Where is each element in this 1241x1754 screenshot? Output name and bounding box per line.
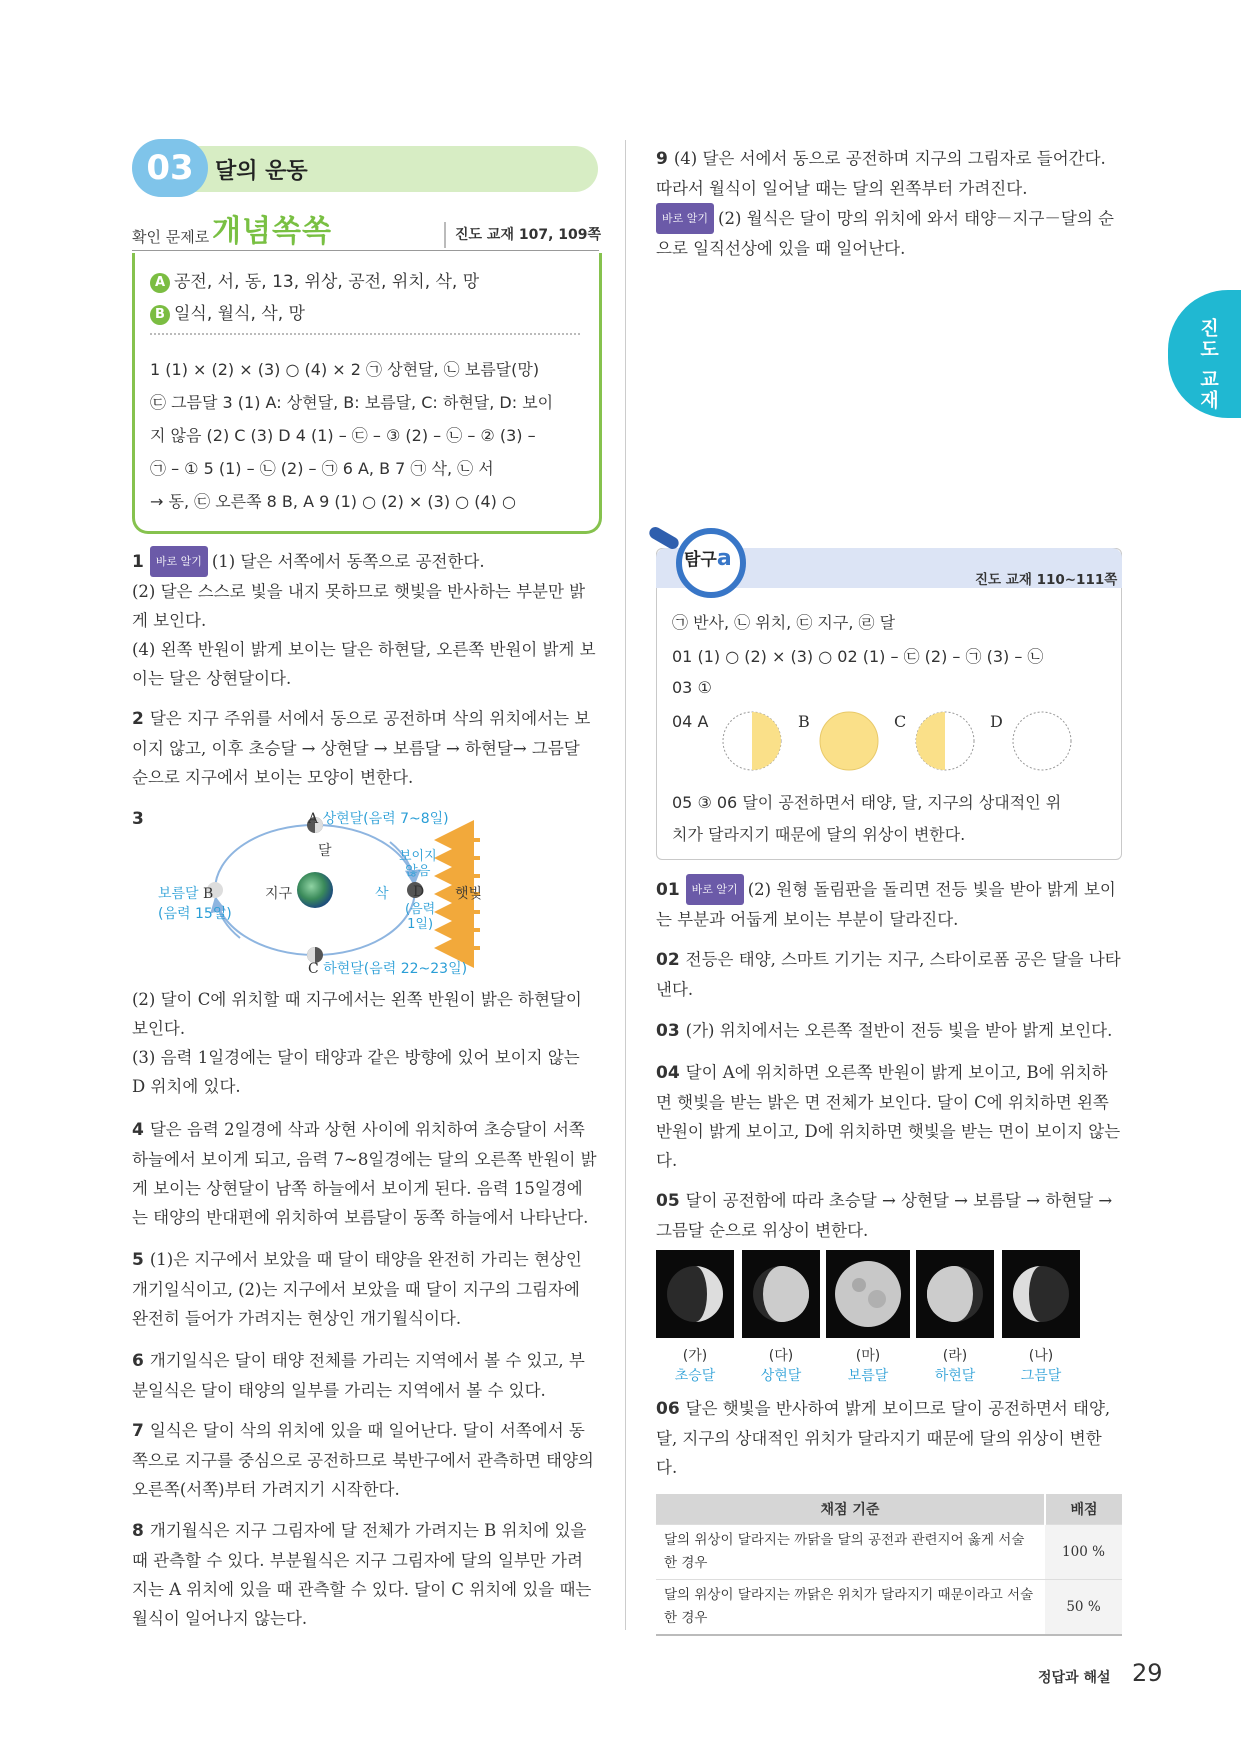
text: (1) 달은 서쪽에서 동쪽으로 공전한다. — [211, 552, 485, 571]
concept-title: 개념쏙쏙 — [212, 214, 332, 249]
item-number: 2 — [132, 709, 144, 729]
photo-caption — [912, 1345, 998, 1385]
table-header-score: 배점 — [1045, 1494, 1122, 1525]
note-line: (음력 — [405, 902, 436, 917]
item-number: 6 — [132, 1351, 144, 1371]
item-number: 5 — [132, 1250, 144, 1270]
moon-c-figure — [916, 712, 974, 770]
concept-prefix: 확인 문제로 — [132, 228, 210, 246]
explanation-8 — [132, 1516, 598, 1633]
label-letter: B — [203, 886, 214, 902]
table-header-criteria: 채점 기준 — [656, 1494, 1045, 1525]
text: (2) 달은 스스로 빛을 내지 못하므로 햇빛을 반사하는 부분만 밝게 보인다. — [132, 582, 586, 630]
explanation-9 — [656, 144, 1122, 263]
badge-b: B — [150, 305, 170, 325]
text: (4) 달은 서에서 동으로 공전하며 지구의 그림자로 들어간다. 따라서 월식이 일어날 때는 달의 왼쪽부터 가려진다. — [656, 149, 1106, 198]
moon-a-figure — [723, 712, 781, 770]
answer-line: ㉢ 그믐달 3 (1) A: 상현달, B: 보름달, C: 하현달, D: 보이 — [150, 393, 554, 412]
explanation-6 — [132, 1346, 598, 1405]
caption-tag: (다) — [768, 1348, 794, 1364]
text: (2) 원형 돌림판을 돌리면 전등 빛을 받아 밝게 보이는 부분과 어둡게 보이는 부분이 달라진다. — [656, 880, 1116, 929]
diagram-d-sub — [405, 902, 435, 932]
item-number: 01 — [656, 880, 680, 900]
diagram-b-label — [158, 883, 232, 923]
note-line: 않음 — [405, 864, 431, 879]
answer-line: 1 (1) × (2) × (3) ○ (4) × 2 ㉠ 상현달, ㉡ 보름달(망) — [150, 360, 540, 379]
inquiry-line-3: 03 ① — [672, 678, 712, 697]
text: 전등은 태양, 스마트 기기는 지구, 스타이로폼 공은 달을 나타낸다. — [656, 950, 1121, 999]
answer-line: → 동, ㉢ 오른쪽 8 B, A 9 (1) ○ (2) × (3) ○ (4) ○ — [150, 492, 516, 511]
text: 달은 음력 2일경에 삭과 상현 사이에 위치하여 초승달이 서쪽 하늘에서 보이게 되고, 음력 7~8일경에는 달의 오른쪽 반원이 밝게 보이는 상현달이 남쪽 하늘에서 보이게 된다. 음력 15일경에는 태양의 반대편에 위치하여 보름달이 동쪽 하늘에서 나타난다. — [132, 1120, 597, 1227]
moon-photo-full — [826, 1250, 910, 1338]
answer-b-row — [150, 299, 305, 325]
side-tab-label: 진도 교재 — [1197, 318, 1219, 411]
diagram-a-label — [308, 808, 449, 828]
diagram-moon-label: 달 — [318, 843, 332, 859]
text: 달이 공전함에 따라 초승달 → 상현달 → 보름달 → 하현달 → 그믐달 순으로 위상이 변한다. — [656, 1191, 1113, 1240]
item-number: 05 — [656, 1191, 680, 1211]
moon-c-letter: C — [894, 712, 907, 731]
label-text: 하현달(음력 22~23일) — [323, 961, 468, 977]
diagram-earth-label: 지구 — [265, 886, 293, 902]
moon-d-figure — [1013, 712, 1071, 770]
caption-tag: (라) — [942, 1348, 968, 1364]
item-number: 03 — [656, 1021, 680, 1041]
diagram-d-pre: 삭 — [375, 886, 389, 902]
text: (4) 왼쪽 반원이 밝게 보이는 달은 하현달, 오른쪽 반원이 밝게 보이는 달은 상현달이다. — [132, 640, 596, 688]
caption-name: 상현달 — [760, 1368, 802, 1384]
inquiry-line-1: ㉠ 반사, ㉡ 위치, ㉢ 지구, ㉣ 달 — [672, 613, 896, 632]
label-text: 상현달(음력 7~8일) — [322, 811, 449, 827]
moon-photo-waning-crescent — [1002, 1250, 1080, 1338]
text: (3) 음력 1일경에는 달이 태양과 같은 방향에 있어 보이지 않는 D 위치에 있다. — [132, 1048, 580, 1096]
text: (2) 달이 C에 위치할 때 지구에서는 왼쪽 반원이 밝은 하현달이 보인다. — [132, 990, 582, 1038]
header-rule — [132, 250, 599, 251]
moon-d-letter: D — [990, 712, 1003, 731]
text: 일식은 달이 삭의 위치에 있을 때 일어난다. 달이 서쪽에서 동쪽으로 지구를 중심으로 공전하므로 북반구에서 관측하면 태양의 오른쪽(서쪽)부터 가려지기 시작한다. — [132, 1421, 594, 1499]
table-row — [656, 1580, 1122, 1636]
label-sub: (음력 15일) — [158, 906, 232, 922]
tag-label: 바로 알기 — [656, 203, 714, 234]
explanation-2 — [132, 704, 598, 792]
caption-name: 초승달 — [674, 1368, 716, 1384]
inquiry-explanation-04 — [656, 1058, 1122, 1175]
caption-tag: (마) — [855, 1348, 881, 1364]
page-number: 29 — [1132, 1659, 1163, 1687]
tag-label: 바로 알기 — [686, 874, 744, 905]
table-cell-criteria: 달의 위상이 달라지는 까닭을 달의 공전과 관련지어 옳게 서술한 경우 — [656, 1525, 1045, 1580]
text: (1)은 지구에서 보았을 때 달이 태양을 완전히 가리는 현상인 개기일식이고, (2)는 지구에서 보았을 때 달이 지구의 그림자에 완전히 들어가 가려지는 현상인 개기월식이다. — [132, 1250, 582, 1328]
footer-label: 정답과 해설 — [1038, 1670, 1111, 1686]
explanation-1 — [132, 546, 598, 693]
text: 개기일식은 달이 태양 전체를 가리는 지역에서 볼 수 있고, 부분일식은 달이 태양의 일부를 가리는 지역에서 볼 수 있다. — [132, 1351, 585, 1400]
label-text: 보름달 — [158, 886, 199, 902]
text: 달은 지구 주위를 서에서 동으로 공전하며 삭의 위치에서는 보이지 않고, 이후 초승달 → 상현달 → 보름달 → 하현달→ 그믐달 순으로 지구에서 보이는 모양이 변한다. — [132, 709, 591, 787]
moon-photo-crescent — [656, 1250, 734, 1338]
caption-tag: (나) — [1028, 1348, 1054, 1364]
table-cell-criteria: 달의 위상이 달라지는 까닭은 위치가 달라지기 때문이라고 서술한 경우 — [656, 1580, 1045, 1636]
item-number-3 — [132, 804, 150, 834]
concept-ref: 진도 교재 107, 109쪽 — [444, 222, 601, 248]
explanation-7 — [132, 1416, 598, 1504]
inquiry-letter: a — [716, 546, 732, 571]
inquiry-label — [684, 545, 732, 571]
table-row — [656, 1525, 1122, 1580]
text: 달이 A에 위치하면 오른쪽 반원이 밝게 보이고, B에 위치하면 햇빛을 받는 밝은 면 전체가 보인다. 달이 C에 위치하면 왼쪽 반원이 밝게 보이고, D에 위치하면 햇빛을 받는 면이 보이지 않는다. — [656, 1063, 1121, 1170]
table-cell-score: 100 % — [1045, 1525, 1122, 1580]
explanation-4 — [132, 1115, 598, 1232]
caption-name: 하현달 — [934, 1368, 976, 1384]
inquiry-label-text: 탐구 — [684, 550, 717, 570]
diagram-d-label: D — [413, 884, 425, 900]
moon-photo-first-quarter — [742, 1250, 820, 1338]
item-number: 8 — [132, 1521, 144, 1541]
inquiry-line-4: 04 A — [672, 712, 709, 731]
photo-caption — [998, 1345, 1084, 1385]
inquiry-explanation-06 — [656, 1394, 1122, 1482]
photo-caption — [738, 1345, 824, 1385]
note-line: 1일) — [407, 917, 434, 932]
caption-name: 그믐달 — [1020, 1368, 1062, 1384]
label-letter: A — [308, 811, 319, 827]
text: (2) 월식은 달이 망의 위치에 와서 태양－지구－달의 순으로 일직선상에 있을 때 일어난다. — [656, 209, 1114, 258]
answer-b-text: 일식, 월식, 삭, 망 — [174, 304, 305, 324]
item-number: 4 — [132, 1120, 144, 1140]
moon-b-letter: B — [798, 712, 810, 731]
inquiry-explanation-05 — [656, 1186, 1122, 1245]
scoring-table — [656, 1494, 1122, 1636]
table-header-row — [656, 1494, 1122, 1525]
text: (가) 위치에서는 오른쪽 절반이 전등 빛을 받아 밝게 보인다. — [685, 1021, 1113, 1040]
caption-name: 보름달 — [847, 1368, 889, 1384]
column-divider — [625, 140, 626, 1630]
dotted-divider — [150, 333, 580, 335]
text: 개기월식은 지구 그림자에 달 전체가 가려지는 B 위치에 있을 때 관측할 수 있다. 부분월식은 지구 그림자에 달의 일부만 가려지는 A 위치에 있을 때 관측할 수 있다. 달이 C 위치에 있을 때는 월식이 일어나지 않는다. — [132, 1521, 592, 1628]
inquiry-explanation-01 — [656, 874, 1122, 934]
badge-a: A — [150, 273, 170, 293]
item-number: 1 — [132, 552, 144, 572]
diagram-sunlight-label: 햇빛 — [455, 886, 483, 902]
note-line: 보이지 — [399, 849, 437, 864]
inquiry-ref: 진도 교재 110~111쪽 — [975, 572, 1118, 588]
inquiry-line-2: 01 (1) ○ (2) × (3) ○ 02 (1) – ㉢ (2) – ㉠ (3) – ㉡ — [672, 647, 1044, 666]
answer-a-text: 공전, 서, 동, 13, 위상, 공전, 위치, 삭, 망 — [174, 272, 480, 292]
inquiry-box — [656, 548, 1122, 860]
item-number: 06 — [656, 1399, 680, 1419]
moon-photo-last-quarter — [916, 1250, 994, 1338]
earth-globe — [297, 872, 333, 908]
answer-a-row — [150, 267, 479, 293]
diagram-c-label — [308, 958, 467, 978]
item-number: 7 — [132, 1421, 144, 1441]
explanation-5 — [132, 1245, 598, 1333]
moon-b-figure — [820, 712, 878, 770]
photo-caption — [652, 1345, 738, 1385]
diagram-d-note — [399, 849, 437, 879]
item-number: 3 — [132, 809, 144, 829]
photo-caption — [825, 1345, 911, 1385]
table-cell-score: 50 % — [1045, 1580, 1122, 1636]
caption-tag: (가) — [682, 1348, 708, 1364]
section-number: 03 — [132, 139, 208, 197]
inquiry-line-5: 05 ③ 06 달이 공전하면서 태양, 달, 지구의 상대적인 위 — [672, 793, 1062, 812]
explanation-3 — [132, 985, 598, 1101]
tag-label: 바로 알기 — [150, 546, 208, 577]
answer-line: ㉠ – ① 5 (1) – ㉡ (2) – ㉠ 6 A, B 7 ㉠ 삭, ㉡ 서 — [150, 459, 494, 478]
answer-line: 지 않음 (2) C (3) D 4 (1) – ㉢ – ③ (2) – ㉡ – ② (3) – — [150, 426, 536, 445]
inquiry-line-6: 치가 달라지기 때문에 달의 위상이 변한다. — [672, 825, 966, 844]
item-number: 9 — [656, 149, 668, 169]
item-number: 02 — [656, 950, 680, 970]
section-title: 달의 운동 — [215, 159, 308, 184]
item-number: 04 — [656, 1063, 680, 1083]
inquiry-explanation-02 — [656, 945, 1122, 1004]
text: 달은 햇빛을 반사하여 밝게 보이므로 달이 공전하면서 태양, 달, 지구의 상대적인 위치가 달라지기 때문에 달의 위상이 변한다. — [656, 1399, 1111, 1477]
answer-box — [132, 253, 602, 534]
inquiry-explanation-03 — [656, 1016, 1122, 1046]
label-letter: C — [308, 961, 319, 977]
